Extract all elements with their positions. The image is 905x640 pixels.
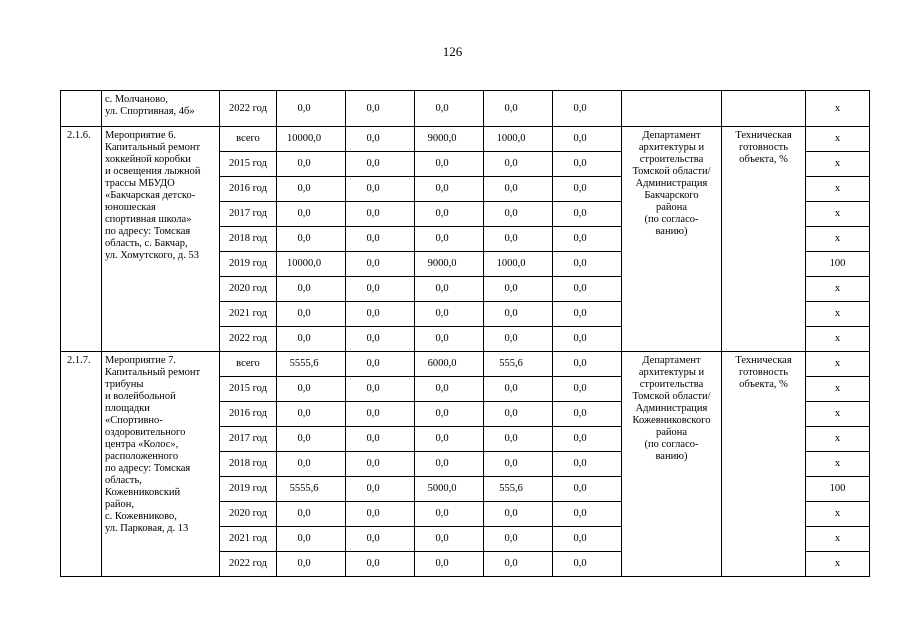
value-cell: 0,0 xyxy=(484,427,553,452)
year-cell: 2021 год xyxy=(220,527,277,552)
value-cell: 0,0 xyxy=(346,427,415,452)
indicator-line: Техническая xyxy=(735,130,792,141)
indicator-value-cell: х xyxy=(806,91,870,127)
executor-line: Администрация xyxy=(635,403,708,414)
value-cell: 0,0 xyxy=(553,552,622,577)
year-cell: 2021 год xyxy=(220,302,277,327)
indicator-value-cell: х xyxy=(806,327,870,352)
value-cell: 0,0 xyxy=(484,302,553,327)
executor-line: ванию) xyxy=(655,226,688,237)
executor-line: Томской области/ xyxy=(632,166,711,177)
value-cell: 0,0 xyxy=(484,202,553,227)
value-cell: 0,0 xyxy=(277,327,346,352)
executor-line: района xyxy=(655,427,688,438)
executor-line: ванию) xyxy=(655,451,688,462)
value-cell: 0,0 xyxy=(277,527,346,552)
value-cell: 0,0 xyxy=(415,377,484,402)
year-cell: 2018 год xyxy=(220,452,277,477)
value-cell: 0,0 xyxy=(553,177,622,202)
value-cell: 0,0 xyxy=(553,127,622,152)
value-cell: 0,0 xyxy=(346,327,415,352)
executor-line: архитектуры и xyxy=(638,367,705,378)
value-cell: 0,0 xyxy=(484,177,553,202)
table-row xyxy=(61,127,870,152)
indicator-value-cell: 100 xyxy=(806,477,870,502)
activity-name-line: спортивная школа» xyxy=(105,214,192,225)
value-cell: 0,0 xyxy=(415,327,484,352)
value-cell: 0,0 xyxy=(277,152,346,177)
year-cell: 2017 год xyxy=(220,427,277,452)
year-cell: 2022 год xyxy=(220,91,277,127)
indicator-value-cell: х xyxy=(806,402,870,427)
activity-name-line: юношеская xyxy=(105,202,156,213)
value-cell: 0,0 xyxy=(484,402,553,427)
value-cell: 0,0 xyxy=(415,502,484,527)
value-cell: 0,0 xyxy=(415,527,484,552)
value-cell: 0,0 xyxy=(484,277,553,302)
activity-name-line: с. Молчаново, xyxy=(105,94,168,105)
value-cell: 6000,0 xyxy=(415,352,484,377)
activity-name-line: Мероприятие 6. xyxy=(105,130,177,141)
activity-name xyxy=(102,91,220,127)
value-cell: 0,0 xyxy=(553,502,622,527)
value-cell: 0,0 xyxy=(277,177,346,202)
indicator-value-cell: х xyxy=(806,377,870,402)
activity-name-line: ул. Хомутского, д. 53 xyxy=(105,250,199,261)
activity-name-line: область, с. Бакчар, xyxy=(105,238,188,249)
year-cell: 2022 год xyxy=(220,327,277,352)
value-cell: 0,0 xyxy=(346,502,415,527)
indicator xyxy=(722,352,806,577)
executor-line: Администрация xyxy=(635,178,708,189)
executor xyxy=(622,352,722,577)
activity-name-line: ул. Спортивная, 4б» xyxy=(105,106,195,117)
indicator-value-cell: х xyxy=(806,127,870,152)
value-cell: 10000,0 xyxy=(277,127,346,152)
value-cell: 0,0 xyxy=(415,302,484,327)
executor-line: Томской области/ xyxy=(632,391,711,402)
value-cell: 0,0 xyxy=(415,227,484,252)
value-cell: 0,0 xyxy=(415,427,484,452)
year-cell: 2019 год xyxy=(220,252,277,277)
value-cell: 0,0 xyxy=(484,502,553,527)
value-cell: 0,0 xyxy=(346,452,415,477)
activity-name-line: Мероприятие 7. xyxy=(105,355,177,366)
indicator-value-cell: х xyxy=(806,177,870,202)
value-cell: 0,0 xyxy=(553,302,622,327)
value-cell: 555,6 xyxy=(484,477,553,502)
value-cell: 0,0 xyxy=(346,377,415,402)
indicator-value-cell: х xyxy=(806,552,870,577)
code-cell xyxy=(61,91,102,127)
value-cell: 0,0 xyxy=(484,377,553,402)
value-cell: 0,0 xyxy=(346,277,415,302)
value-cell: 10000,0 xyxy=(277,252,346,277)
activity-name-line: и волейбольной xyxy=(105,391,176,402)
table-row xyxy=(61,91,870,127)
indicator-value-cell: х xyxy=(806,352,870,377)
year-cell: 2020 год xyxy=(220,502,277,527)
value-cell: 0,0 xyxy=(553,252,622,277)
value-cell: 0,0 xyxy=(484,527,553,552)
executor-line: (по согласо- xyxy=(644,214,699,225)
year-cell: всего xyxy=(220,352,277,377)
year-cell: 2020 год xyxy=(220,277,277,302)
value-cell: 0,0 xyxy=(484,227,553,252)
value-cell: 0,0 xyxy=(553,202,622,227)
value-cell: 0,0 xyxy=(484,552,553,577)
value-cell: 0,0 xyxy=(277,427,346,452)
value-cell: 1000,0 xyxy=(484,252,553,277)
value-cell: 0,0 xyxy=(277,202,346,227)
value-cell: 0,0 xyxy=(553,152,622,177)
activity-name-line: Капитальный ремонт xyxy=(105,367,201,378)
value-cell: 0,0 xyxy=(553,527,622,552)
executor-cell xyxy=(622,91,722,127)
value-cell: 0,0 xyxy=(346,402,415,427)
activity-name-line: Капитальный ремонт xyxy=(105,142,201,153)
value-cell: 0,0 xyxy=(415,402,484,427)
value-cell: 0,0 xyxy=(553,377,622,402)
indicator xyxy=(722,127,806,352)
value-cell: 0,0 xyxy=(553,352,622,377)
value-cell: 0,0 xyxy=(553,452,622,477)
value-cell: 0,0 xyxy=(346,227,415,252)
value-cell: 0,0 xyxy=(553,402,622,427)
page-number: 126 xyxy=(442,44,463,59)
activity-name-line: по адресу: Томская xyxy=(105,226,191,237)
activity-name xyxy=(102,127,220,352)
value-cell: 0,0 xyxy=(346,202,415,227)
value-cell: 9000,0 xyxy=(415,252,484,277)
indicator-line: готовность xyxy=(739,367,788,378)
value-cell: 0,0 xyxy=(346,91,415,127)
table-row xyxy=(61,352,870,377)
activity-name-line: центра «Колос», xyxy=(105,439,179,450)
activity-name-line: с. Кожевниково, xyxy=(105,511,177,522)
value-cell: 0,0 xyxy=(484,327,553,352)
indicator-line: готовность xyxy=(739,142,788,153)
value-cell: 0,0 xyxy=(415,452,484,477)
value-cell: 0,0 xyxy=(277,452,346,477)
value-cell: 0,0 xyxy=(277,377,346,402)
value-cell: 5555,6 xyxy=(277,352,346,377)
value-cell: 0,0 xyxy=(277,402,346,427)
executor-line: строительства xyxy=(639,379,704,390)
value-cell: 0,0 xyxy=(277,277,346,302)
value-cell: 0,0 xyxy=(346,527,415,552)
activity-name-line: трассы МБУДО xyxy=(105,178,175,189)
activity-name-line: площадки xyxy=(105,403,150,414)
value-cell: 0,0 xyxy=(346,252,415,277)
value-cell: 0,0 xyxy=(415,152,484,177)
value-cell: 0,0 xyxy=(553,277,622,302)
activity-name-line: «Бакчарская детско- xyxy=(105,190,196,201)
code-cell: 2.1.6. xyxy=(61,127,102,352)
activity-name-line: Кожевниковский xyxy=(105,487,181,498)
budget-table xyxy=(60,90,870,577)
value-cell: 555,6 xyxy=(484,352,553,377)
value-cell: 0,0 xyxy=(346,552,415,577)
year-cell: 2018 год xyxy=(220,227,277,252)
year-cell: 2016 год xyxy=(220,402,277,427)
indicator-line: Техническая xyxy=(735,355,792,366)
indicator-line: объекта, % xyxy=(739,379,788,390)
value-cell: 0,0 xyxy=(277,91,346,127)
executor-line: Бакчарского xyxy=(644,190,699,201)
activity-name-line: и освещения лыжной xyxy=(105,166,201,177)
table-body xyxy=(61,91,870,577)
value-cell: 0,0 xyxy=(553,427,622,452)
value-cell: 0,0 xyxy=(553,91,622,127)
value-cell: 0,0 xyxy=(484,452,553,477)
executor-line: Департамент xyxy=(642,355,701,366)
value-cell: 0,0 xyxy=(415,91,484,127)
value-cell: 0,0 xyxy=(415,177,484,202)
value-cell: 0,0 xyxy=(346,177,415,202)
executor xyxy=(622,127,722,352)
year-cell: 2016 год xyxy=(220,177,277,202)
executor-line: Кожевниковского xyxy=(632,415,711,426)
value-cell: 0,0 xyxy=(553,327,622,352)
indicator-value-cell: х xyxy=(806,152,870,177)
value-cell: 0,0 xyxy=(415,552,484,577)
activity-name-line: расположенного xyxy=(105,451,179,462)
value-cell: 1000,0 xyxy=(484,127,553,152)
indicator-line: объекта, % xyxy=(739,154,788,165)
executor-line: района xyxy=(655,202,688,213)
activity-name-line: трибуны xyxy=(105,379,144,390)
value-cell: 0,0 xyxy=(553,227,622,252)
value-cell: 5000,0 xyxy=(415,477,484,502)
executor-line: строительства xyxy=(639,154,704,165)
indicator-value-cell: х xyxy=(806,302,870,327)
indicator-value-cell: х xyxy=(806,452,870,477)
indicator-value-cell: х xyxy=(806,427,870,452)
indicator-value-cell: х xyxy=(806,277,870,302)
code-cell: 2.1.7. xyxy=(61,352,102,577)
year-cell: 2015 год xyxy=(220,377,277,402)
value-cell: 0,0 xyxy=(277,552,346,577)
value-cell: 0,0 xyxy=(415,277,484,302)
value-cell: 0,0 xyxy=(277,227,346,252)
year-cell: всего xyxy=(220,127,277,152)
value-cell: 0,0 xyxy=(277,502,346,527)
activity-name-line: район, xyxy=(105,499,135,510)
year-cell: 2022 год xyxy=(220,552,277,577)
value-cell: 0,0 xyxy=(553,477,622,502)
executor-line: (по согласо- xyxy=(644,439,699,450)
indicator-cell xyxy=(722,91,806,127)
activity-name-line: ул. Парковая, д. 13 xyxy=(105,523,189,534)
executor-line: Департамент xyxy=(642,130,701,141)
value-cell: 0,0 xyxy=(346,477,415,502)
year-cell: 2017 год xyxy=(220,202,277,227)
indicator-value-cell: 100 xyxy=(806,252,870,277)
value-cell: 0,0 xyxy=(346,302,415,327)
value-cell: 0,0 xyxy=(484,91,553,127)
year-cell: 2015 год xyxy=(220,152,277,177)
indicator-value-cell: х xyxy=(806,202,870,227)
executor-line: архитектуры и xyxy=(638,142,705,153)
activity-name xyxy=(102,352,220,577)
activity-name-line: оздоровительного xyxy=(105,427,186,438)
value-cell: 0,0 xyxy=(277,302,346,327)
activity-name-line: область, xyxy=(105,475,142,486)
indicator-value-cell: х xyxy=(806,227,870,252)
value-cell: 5555,6 xyxy=(277,477,346,502)
value-cell: 0,0 xyxy=(346,127,415,152)
activity-name-line: «Спортивно- xyxy=(105,415,163,426)
value-cell: 0,0 xyxy=(346,152,415,177)
value-cell: 0,0 xyxy=(346,352,415,377)
year-cell: 2019 год xyxy=(220,477,277,502)
activity-name-line: по адресу: Томская xyxy=(105,463,191,474)
activity-name-line: хоккейной коробки xyxy=(105,154,191,165)
indicator-value-cell: х xyxy=(806,527,870,552)
value-cell: 0,0 xyxy=(415,202,484,227)
value-cell: 9000,0 xyxy=(415,127,484,152)
indicator-value-cell: х xyxy=(806,502,870,527)
value-cell: 0,0 xyxy=(484,152,553,177)
